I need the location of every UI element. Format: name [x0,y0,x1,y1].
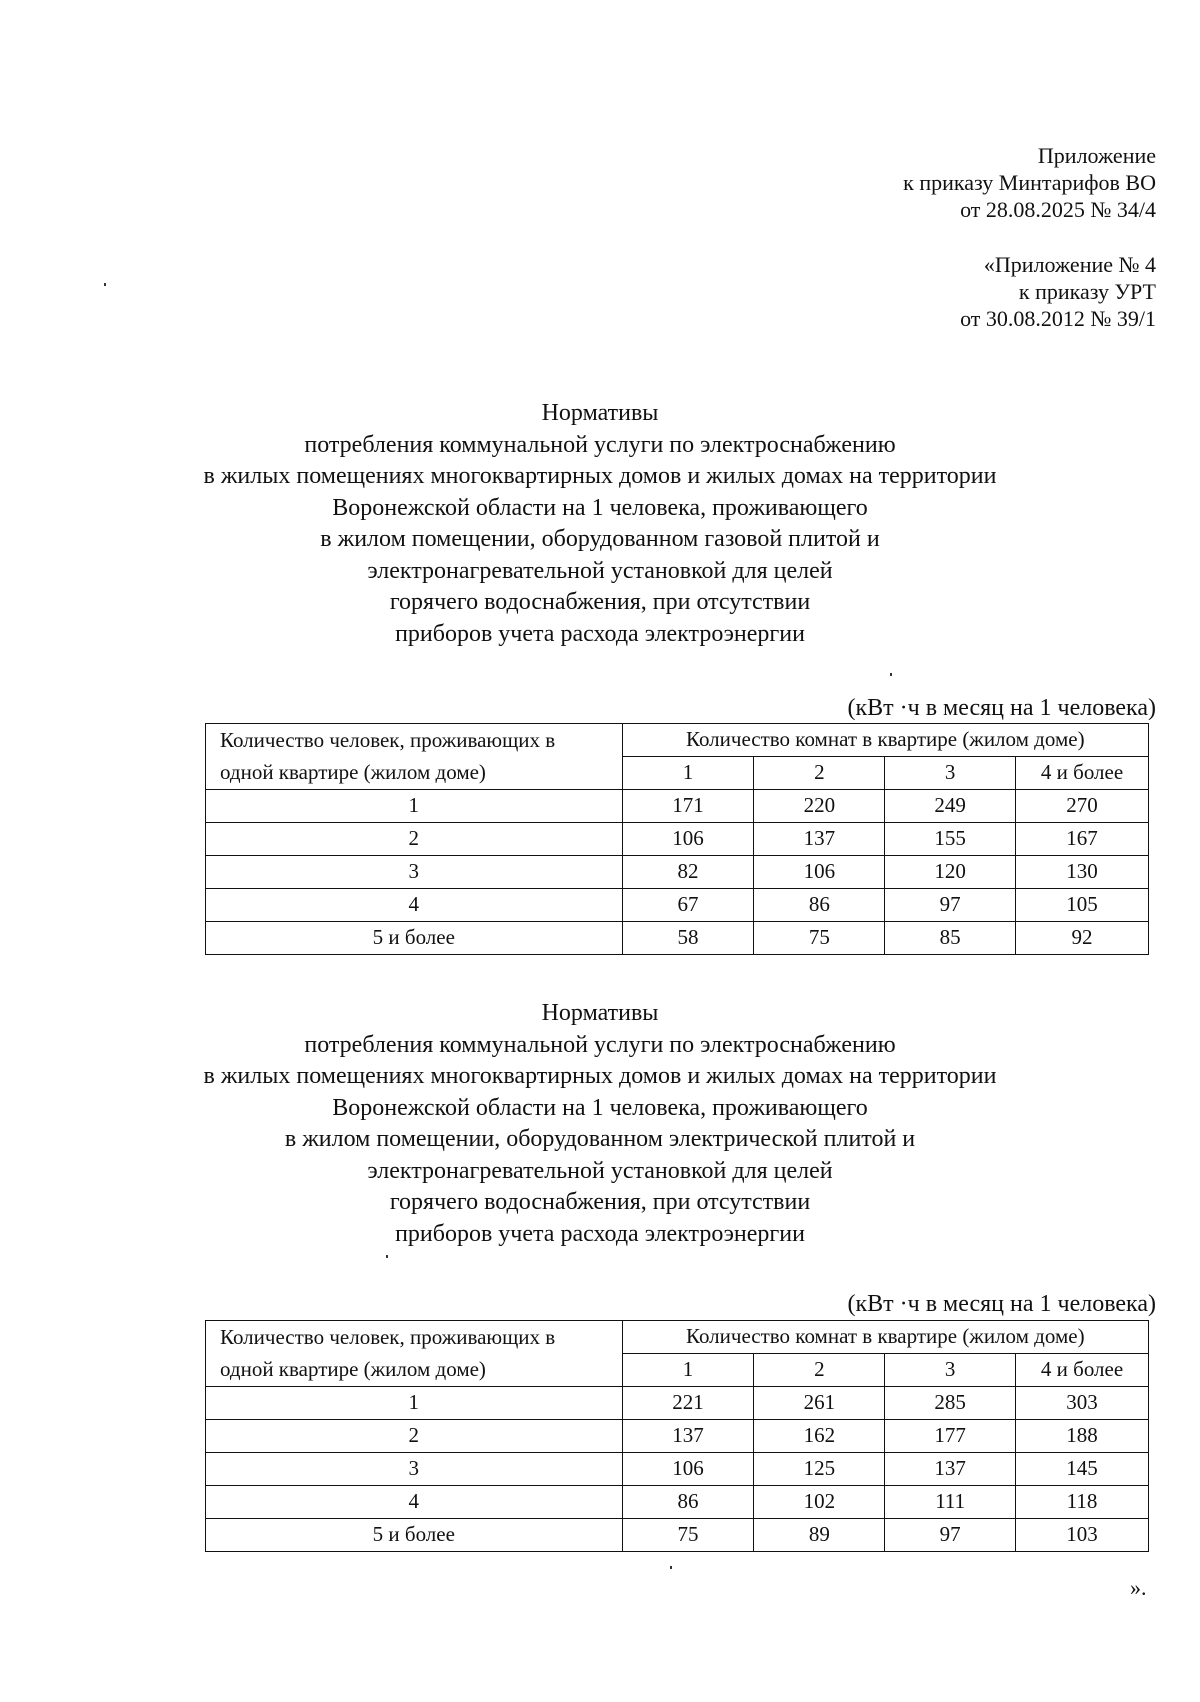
section2-title-line: горячего водоснабжения, при отсутствии [389,1189,811,1215]
table-row [206,922,1149,955]
section1-title-line: приборов учета расхода электроэнергии [395,620,805,647]
room-col-header: 3 [885,757,1016,790]
section2-title-line: электронагревательной установкой для целей [367,1157,833,1184]
room-col-header: 2 [754,1354,885,1387]
people-header-cont: одной квартире (жилом доме) [206,757,623,790]
value-cell: 75 [622,1519,754,1552]
section2-table [205,1320,1149,1552]
value-cell: 137 [885,1453,1016,1486]
people-cell: 4 [206,889,623,922]
room-col-header: 2 [754,757,885,790]
value-cell: 106 [754,856,885,889]
sub-appendix-order-ref: к приказу УРТ [1018,279,1156,304]
value-cell: 111 [885,1486,1016,1519]
value-cell: 86 [622,1486,754,1519]
section2-title-line: потребления коммунальной услуги по электроснабжению [304,1031,896,1058]
section2-title-line: приборов учета расхода электроэнергии [395,1220,805,1247]
section1-title-line: Нормативы [541,400,659,426]
appendix-order-date: от 28.08.2025 № 34/4 [960,197,1156,222]
value-cell: 137 [754,823,885,856]
value-cell: 97 [885,889,1016,922]
value-cell: 106 [622,1453,754,1486]
value-cell: 105 [1016,889,1149,922]
people-cell: 1 [206,1387,623,1420]
value-cell: 102 [754,1486,885,1519]
room-col-header: 1 [622,1354,754,1387]
section1-title-line: Воронежской области на 1 человека, проживающего [332,494,868,521]
value-cell: 162 [754,1420,885,1453]
value-cell: 137 [622,1420,754,1453]
closing-quote-mark: ». [1130,1575,1147,1600]
value-cell: 145 [1016,1453,1149,1486]
table-row [206,1519,1149,1552]
value-cell: 67 [622,889,754,922]
value-cell: 118 [1016,1486,1149,1519]
room-col-header: 3 [885,1354,1016,1387]
room-col-header: 4 и более [1016,757,1149,790]
value-cell: 86 [754,889,885,922]
room-col-header: 1 [622,757,754,790]
room-col-header: 4 и более [1016,1354,1149,1387]
section1-title-line: в жилых помещениях многоквартирных домов и жилых домах на территории [203,463,997,489]
scan-speck [104,283,106,286]
people-cell: 3 [206,856,623,889]
section1-units: (кВт ·ч в месяц на 1 человека) [847,695,1156,721]
table-row [206,1420,1149,1453]
table-row [206,1453,1149,1486]
people-cell: 2 [206,1420,623,1453]
table-row [206,823,1149,856]
sub-appendix-header [0,251,1156,332]
value-cell: 221 [622,1387,754,1420]
value-cell: 82 [622,856,754,889]
table-row [206,1486,1149,1519]
people-cell: 1 [206,790,623,823]
section1-title-line: в жилом помещении, оборудованном газовой плитой и [320,526,880,552]
value-cell: 188 [1016,1420,1149,1453]
value-cell: 89 [754,1519,885,1552]
value-cell: 261 [754,1387,885,1420]
value-cell: 167 [1016,823,1149,856]
value-cell: 303 [1016,1387,1149,1420]
people-header: Количество человек, проживающих в [206,1321,623,1354]
people-cell: 5 и более [206,922,623,955]
people-header-cont: одной квартире (жилом доме) [206,1354,623,1387]
section2-title-line: Нормативы [541,1000,659,1026]
value-cell: 106 [622,823,754,856]
people-header: Количество человек, проживающих в [206,724,623,757]
value-cell: 270 [1016,790,1149,823]
value-cell: 125 [754,1453,885,1486]
section2-title-line: Воронежской области на 1 человека, проживающего [332,1094,868,1121]
table-row [206,1387,1149,1420]
section1-title-line: электронагревательной установкой для целей [367,557,833,584]
value-cell: 85 [885,922,1016,955]
value-cell: 103 [1016,1519,1149,1552]
people-cell: 2 [206,823,623,856]
value-cell: 120 [885,856,1016,889]
section2-units: (кВт ·ч в месяц на 1 человека) [847,1291,1156,1317]
rooms-header: Количество комнат в квартире (жилом доме) [622,724,1148,757]
value-cell: 97 [885,1519,1016,1552]
section1-table [205,723,1149,955]
value-cell: 92 [1016,922,1149,955]
value-cell: 130 [1016,856,1149,889]
scan-speck [386,1255,388,1258]
value-cell: 58 [622,922,754,955]
value-cell: 220 [754,790,885,823]
value-cell: 249 [885,790,1016,823]
value-cell: 75 [754,922,885,955]
section2-title-line: в жилом помещении, оборудованном электрической плитой и [284,1126,916,1152]
section2-title-line: в жилых помещениях многоквартирных домов и жилых домах на территории [203,1063,997,1089]
people-cell: 5 и более [206,1519,623,1552]
sub-appendix-label: «Приложение № 4 [983,252,1156,277]
rooms-header: Количество комнат в квартире (жилом доме) [622,1321,1148,1354]
section1-title-line: горячего водоснабжения, при отсутствии [389,589,811,615]
sub-appendix-order-date: от 30.08.2012 № 39/1 [960,306,1156,331]
section1-title-line: потребления коммунальной услуги по электроснабжению [304,431,896,458]
appendix-order-ref: к приказу Минтарифов ВО [903,170,1156,195]
value-cell: 285 [885,1387,1016,1420]
table-row [206,790,1149,823]
table-row [206,889,1149,922]
scan-speck [670,1566,672,1569]
people-cell: 4 [206,1486,623,1519]
appendix-label: Приложение [1037,143,1156,168]
value-cell: 177 [885,1420,1016,1453]
people-cell: 3 [206,1453,623,1486]
section2-title [0,998,1200,1250]
appendix-header [0,142,1156,223]
scan-speck [890,673,892,676]
section1-title [0,398,1200,650]
value-cell: 155 [885,823,1016,856]
value-cell: 171 [622,790,754,823]
table-row [206,856,1149,889]
